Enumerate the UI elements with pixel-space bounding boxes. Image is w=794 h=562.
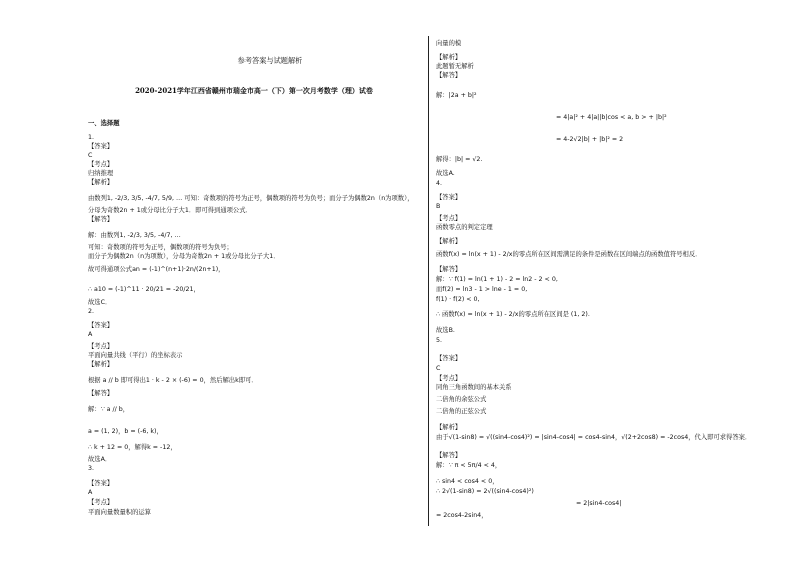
left-text-line: 【解答】 [88, 216, 114, 223]
left-text-line: ∴ a10 = (-1)^11 · 20/21 = -20/21， [88, 286, 200, 293]
right-text-line: 故选B. [436, 327, 455, 334]
answer-key-title: 参考答案与试题解析 [237, 56, 303, 65]
right-text-line: = 2|sin4-cos4| [576, 500, 622, 507]
left-text-line: 解：由数列1, -2/3, 3/5, -4/7, … [88, 232, 181, 239]
right-text-line: 向量的模 [436, 40, 462, 47]
left-text-line: 1. [88, 134, 95, 141]
left-text-line: a = (1, 2)，b = (-6, k)， [88, 428, 163, 435]
left-text-line: A [88, 331, 93, 338]
right-text-line: 解：∵ f(1) = ln(1 + 1) - 2 = ln2 - 2 < 0, [436, 276, 558, 283]
left-text-line: ∴ k + 12 = 0，解得k = -12， [88, 444, 177, 451]
left-text-line: 分母为奇数2n + 1或分母比分子大1．即可得到通项公式． [88, 207, 252, 214]
left-text-line: 【答案】 [88, 143, 114, 150]
left-text-line: 平面向量共线（平行）的坐标表示 [88, 352, 183, 359]
right-text-line: 函数f(x) = ln(x + 1) - 2/x的零点所在区间需满足的条件是函数在区间端点的函数值符号相反． [436, 251, 702, 258]
right-text-line: 【考点】 [436, 375, 462, 382]
right-text-line: ∴ sin4 < cos4 < 0， [436, 478, 499, 485]
left-text-line: 【解析】 [88, 179, 114, 186]
left-text-line: 【考点】 [88, 499, 114, 506]
right-text-line: 同角三角函数间的基本关系 [436, 384, 512, 391]
right-text-line: 由于√(1-sin8) = √((sin4-cos4)²) = |sin4-cos4| = cos4-sin4，√(2+2cos8) = -2cos4，代入即可求得答案． [436, 434, 752, 441]
right-text-line: 【解答】 [436, 266, 462, 273]
left-text-line: 故可得通项公式an = (-1)^(n+1)·2n/(2n+1)， [88, 266, 225, 273]
right-text-line: 【解答】 [436, 72, 462, 79]
left-text-line: A [88, 489, 93, 496]
right-text-line: 【答案】 [436, 355, 462, 362]
left-text-line: 根据 a // b 即可得出1 · k - 2 × (-6) = 0，然后解出k即可． [88, 377, 258, 384]
left-text-line: 归纳推理 [88, 170, 114, 177]
right-text-line: 4. [436, 180, 443, 187]
right-text-line: 解：∵ π < 5π/4 < 4， [436, 462, 502, 469]
right-text-line: 【考点】 [436, 215, 462, 222]
right-text-line: = 4-2√2|b| + |b|² = 2 [556, 136, 624, 143]
right-text-line: 此题暂无解析 [436, 63, 474, 70]
right-text-line: = 4|a|² + 4|a||b|cos < a, b > + |b|² [556, 114, 667, 121]
right-text-line: B [436, 203, 441, 210]
right-text-line: 解：|2a + b|² [436, 92, 477, 99]
right-text-line: 5. [436, 337, 443, 344]
left-text-line: 故选A． [88, 456, 112, 463]
right-text-line: f(1) · f(2) < 0, [436, 296, 480, 303]
left-text-line: 解：∵ a // b， [88, 406, 130, 413]
right-text-line: 【解答】 [436, 452, 462, 459]
right-text-line: = 2cos4-2sin4， [436, 512, 488, 519]
left-text-line: 【考点】 [88, 161, 114, 168]
right-text-line: 【解析】 [436, 54, 462, 61]
left-text-line: 一、选择题 [88, 120, 120, 127]
right-text-line: 而f(2) = ln3 - 1 > lne - 1 = 0, [436, 286, 528, 293]
left-text-line: 故选C． [88, 299, 112, 306]
left-text-line: 【答案】 [88, 480, 114, 487]
left-text-line: 【答案】 [88, 322, 114, 329]
right-text-line: 解得：|b| = √2. [436, 156, 483, 163]
right-text-line: 【解析】 [436, 238, 462, 245]
right-text-line: ∴ 2√(1-sin8) = 2√((sin4-cos4)²) [436, 488, 534, 495]
left-text-line: 而分子为偶数2n（n为项数），分母为奇数2n + 1或分母比分子大1． [88, 253, 280, 260]
left-text-line: 3. [88, 465, 95, 472]
right-text-line: 二倍角的正弦公式 [436, 408, 487, 415]
right-text-line: 【答案】 [436, 194, 462, 201]
left-text-line: 平面向量数量积的运算 [88, 509, 151, 516]
right-text-line: 故选A. [436, 170, 455, 177]
left-text-line: C [88, 152, 93, 159]
left-text-line: 可知：奇数项的符号为正号，偶数项的符号为负号； [88, 244, 233, 251]
left-text-line: 【解析】 [88, 361, 114, 368]
left-text-line: 【考点】 [88, 343, 114, 350]
right-text-line: ∴ 函数f(x) = ln(x + 1) - 2/x的零点所在区间是 (1, 2). [436, 311, 590, 318]
left-text-line: 2. [88, 308, 95, 315]
left-text-line: 由数列1, -2/3, 3/5, -4/7, 5/9, … 可知：奇数项的符号为正号，偶数项的符号为负号；而分子为偶数2n（n为项数）， [88, 195, 414, 202]
right-text-line: C [436, 365, 441, 372]
right-text-line: 【解析】 [436, 424, 462, 431]
right-text-line: 二倍角的余弦公式 [436, 396, 487, 403]
column-divider [428, 36, 429, 526]
left-text-line: 【解答】 [88, 390, 114, 397]
exam-title: 2020-2021学年江西省赣州市瑞金市高一（下）第一次月考数学（理）试卷 [135, 86, 373, 95]
right-text-line: 函数零点的判定定理 [436, 224, 493, 231]
